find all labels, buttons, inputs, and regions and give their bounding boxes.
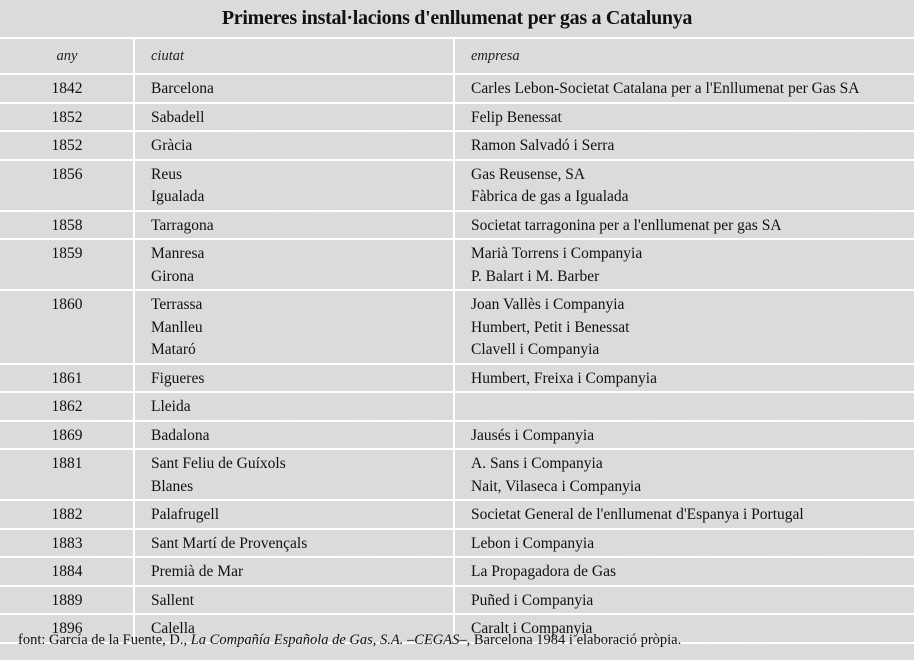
row-company: A. Sans i Companyia xyxy=(471,455,603,472)
row-divider xyxy=(0,238,914,240)
row-year: 1859 xyxy=(51,245,83,262)
row-company: Gas Reusense, SA xyxy=(471,165,586,183)
row-year: 1861 xyxy=(51,369,83,387)
row-city: Manresa xyxy=(151,245,205,262)
row-year: 1869 xyxy=(51,426,83,444)
row-city: Sant Martí de Provençals xyxy=(151,534,308,552)
row-divider xyxy=(0,37,914,39)
row-company: Clavell i Companyia xyxy=(471,341,600,358)
row-city: Sallent xyxy=(151,591,195,609)
row-city: Premià de Mar xyxy=(151,563,244,580)
table-row xyxy=(0,239,914,290)
table-row xyxy=(0,74,914,103)
row-city: Calella xyxy=(151,620,195,637)
source-suffix: , Barcelona 1984 i elaboració pròpia. xyxy=(466,632,682,648)
header-year: any xyxy=(56,48,78,64)
row-company: Puñed i Companyia xyxy=(471,591,594,609)
table-row xyxy=(0,160,914,211)
table-row xyxy=(0,557,914,586)
row-city: Terrassa xyxy=(151,296,203,313)
row-year: 1884 xyxy=(51,563,83,580)
table-row xyxy=(0,500,914,529)
row-company: La Propagadora de Gas xyxy=(471,563,617,580)
table-row xyxy=(0,364,914,393)
table-row xyxy=(0,131,914,160)
row-year: 1852 xyxy=(51,137,83,154)
row-year: 1881 xyxy=(51,455,83,472)
row-divider xyxy=(0,159,914,161)
row-company: Jausés i Companyia xyxy=(471,426,595,444)
table-header-row xyxy=(0,38,914,74)
row-divider xyxy=(0,613,914,615)
table-row xyxy=(0,421,914,450)
row-divider xyxy=(0,363,914,365)
column-divider xyxy=(133,38,135,643)
row-city: Tarragona xyxy=(151,216,214,234)
row-divider xyxy=(0,73,914,75)
table-row xyxy=(0,211,914,240)
table-row xyxy=(0,586,914,615)
row-city: Sant Feliu de Guíxols xyxy=(151,455,286,472)
row-year: 1882 xyxy=(51,506,83,523)
row-year: 1862 xyxy=(51,398,83,415)
row-company: Marià Torrens i Companyia xyxy=(471,245,643,262)
row-year: 1896 xyxy=(51,620,83,637)
row-divider xyxy=(0,130,914,132)
row-company: Nait, Vilaseca i Companyia xyxy=(471,477,642,495)
row-year: 1842 xyxy=(51,80,83,97)
row-city: Figueres xyxy=(151,369,205,387)
source-prefix: font: García de la Fuente, D., xyxy=(18,632,191,648)
row-city: Reus xyxy=(151,165,182,183)
table-row xyxy=(0,529,914,558)
row-year: 1860 xyxy=(51,296,83,313)
table-title: Primeres instal·lacions d'enllumenat per gas a Catalunya xyxy=(221,7,693,29)
row-city: Gràcia xyxy=(151,137,193,154)
header-company: empresa xyxy=(471,48,520,64)
row-company: Caralt i Companyia xyxy=(471,620,593,637)
row-divider xyxy=(0,528,914,530)
row-city: Blanes xyxy=(151,477,194,495)
row-divider xyxy=(0,420,914,422)
row-company: P. Balart i M. Barber xyxy=(471,267,600,285)
table-row xyxy=(0,449,914,500)
row-city: Barcelona xyxy=(151,80,214,97)
row-company: Societat General de l'enllumenat d'Espanya i Portugal xyxy=(471,506,804,523)
row-year: 1858 xyxy=(51,216,83,234)
source-work: La Compañía Española de Gas, S.A. –CEGAS– xyxy=(190,632,467,648)
row-city: Badalona xyxy=(151,426,210,444)
row-divider xyxy=(0,585,914,587)
row-divider xyxy=(0,289,914,291)
row-city: Lleida xyxy=(151,398,191,415)
row-divider xyxy=(0,210,914,212)
row-divider xyxy=(0,448,914,450)
table-row xyxy=(0,103,914,132)
row-city: Igualada xyxy=(151,188,205,205)
row-company: Ramon Salvadó i Serra xyxy=(471,137,615,154)
row-divider xyxy=(0,499,914,501)
row-divider xyxy=(0,391,914,393)
row-company: Societat tarragonina per a l'enllumenat per gas SA xyxy=(471,216,782,234)
row-city: Manlleu xyxy=(151,318,203,336)
row-company: Humbert, Freixa i Companyia xyxy=(471,369,657,387)
source-note xyxy=(18,632,681,649)
row-company: Fàbrica de gas a Igualada xyxy=(471,188,629,205)
row-city: Sabadell xyxy=(151,108,205,126)
row-company: Carles Lebon-Societat Catalana per a l'Enllumenat per Gas SA xyxy=(471,80,860,97)
row-company: Felip Benessat xyxy=(471,108,562,126)
row-company: Lebon i Companyia xyxy=(471,534,595,552)
row-company: Humbert, Petit i Benessat xyxy=(471,318,630,336)
row-city: Palafrugell xyxy=(151,506,220,523)
table-row xyxy=(0,392,914,421)
row-company: Joan Vallès i Companyia xyxy=(471,296,625,313)
table-row xyxy=(0,290,914,364)
row-divider xyxy=(0,102,914,104)
row-divider xyxy=(0,556,914,558)
row-city: Mataró xyxy=(151,341,196,358)
row-year: 1889 xyxy=(51,591,83,609)
row-year: 1883 xyxy=(51,534,83,552)
column-divider xyxy=(453,38,455,643)
row-year: 1852 xyxy=(51,108,83,126)
row-year: 1856 xyxy=(51,165,83,183)
row-city: Girona xyxy=(151,267,195,285)
header-city: ciutat xyxy=(151,48,185,64)
